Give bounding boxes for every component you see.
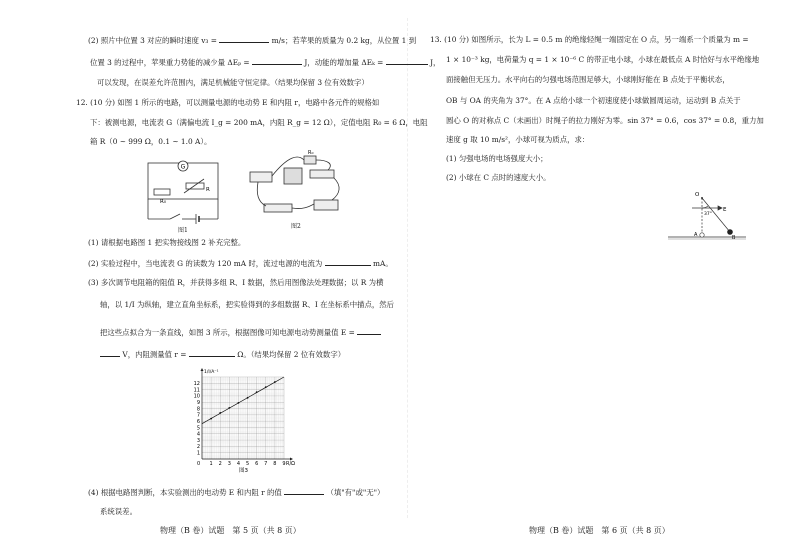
resistor-box-label: R — [206, 187, 210, 193]
q12-sub2-text-b: mA。 — [373, 259, 393, 268]
right-page — [410, 0, 800, 556]
q12-stem-line1: 12. (10 分) 如图 1 所示的电路，可以测量电源的电动势 E 和内阻 r，电路中各元件的规格如 — [76, 98, 380, 107]
label-angle: 37° — [704, 212, 712, 217]
data-point — [210, 418, 212, 420]
answer-blank-emf-e[interactable] — [357, 327, 381, 335]
x-tick-label: 9 — [282, 461, 286, 467]
label-e: E — [723, 207, 727, 213]
x-tick-label: 6 — [255, 461, 259, 467]
fig2-wire-3 — [257, 182, 266, 206]
y-tick-label: 1 — [196, 450, 200, 457]
label-a: A — [694, 232, 698, 238]
answer-blank-internal-r[interactable] — [189, 349, 235, 357]
y-tick-label: 5 — [196, 425, 200, 432]
switch-symbol — [170, 214, 180, 219]
y-tick-label: 2 — [196, 444, 200, 451]
fig3-series — [202, 377, 284, 424]
x-tick-label: 7 — [264, 461, 268, 467]
fig3-axes — [201, 368, 294, 461]
fig2-resistor-box — [310, 170, 334, 178]
y-tick-label: 3 — [196, 437, 200, 444]
q12-sub1: (1) 请根据电路图 1 把实物接线图 2 补充完整。 — [88, 238, 246, 247]
q13-stem-line4: OB 与 OA 的夹角为 37°。在 A 点给小球一个初速度使小球做圆周运动，运动到 B 点关于 — [446, 96, 741, 105]
q13-stem-line1: 13. (10 分) 如图所示，长为 L = 0.5 m 的绝缘轻绳一端固定在 O 点，另一端系一个质量为 m = — [430, 35, 749, 44]
q12-stem-line2: 下：被测电源，电流表 G（满偏电流 I_g = 200 mA，内阻 R_g = 12 Ω），定值电阻 R₀ = 6 Ω，电阻 — [90, 118, 428, 127]
data-point — [247, 397, 249, 399]
x-tick-label: 3 — [227, 461, 231, 467]
data-point — [274, 381, 276, 383]
wiring-diagram-fig2 — [248, 150, 348, 224]
data-point — [265, 386, 267, 388]
q12-sub4-text-b: （填"有"或"无"） — [326, 488, 385, 497]
fig2-r0-label: R₀ — [308, 150, 314, 156]
galvanometer-label: G — [180, 163, 186, 171]
fig3-x-axis-label: R/Ω — [286, 461, 295, 467]
q11-line3: 可以发现，在误差允许范围内，满足机械能守恒定律。（结果均保留 3 位有效数字） — [97, 78, 369, 87]
fig2-galvanometer — [284, 168, 302, 184]
q12-sub3-line2: 轴，以 1/I 为纵轴，建立直角坐标系，把实验得到的多组数据 R、I 在坐标系中描点，然后 — [100, 300, 395, 309]
q12-sub4-text-a: (4) 根据电路图判断，本实验测出的电动势 E 和内阻 r 的值 — [88, 488, 282, 497]
y-tick-label: 12 — [193, 381, 200, 388]
label-o: O — [695, 192, 700, 198]
ball-at-b — [727, 229, 733, 235]
q12-sub3-line1: (3) 多次调节电阻箱的阻值 R，并获得多组 R、I 数据，然后用图像法处理数据；以 R 为横 — [88, 278, 384, 287]
x-tick-label: 5 — [245, 461, 250, 467]
q13-stem-line2: 1 × 10⁻³ kg，电荷量为 q = 1 × 10⁻⁶ C 的带正电小球，小球在最低点 A 时恰好与水平绝缘地 — [446, 55, 760, 64]
answer-blank-emf-e-cont[interactable] — [100, 349, 120, 357]
q12-sub3-line4-text-b: Ω。（结果均保留 2 位有效数字） — [237, 350, 346, 359]
fig2-wire-2 — [316, 160, 330, 170]
answer-blank-delta-ep[interactable] — [252, 57, 302, 65]
resistor-r0 — [154, 189, 170, 195]
data-point — [228, 407, 230, 409]
fig2-rheostat — [314, 200, 338, 210]
fig1-caption: 图1 — [178, 227, 188, 234]
fig2-r0-block — [304, 156, 316, 164]
y-tick-label: 10 — [193, 393, 200, 400]
left-page-footer: 物理（B 卷）试题 第 5 页（共 8 页） — [160, 526, 301, 535]
x-tick-label: 1 — [209, 461, 213, 467]
answer-blank-v3[interactable] — [219, 35, 269, 43]
pivot-o — [701, 197, 703, 199]
fig2-switch — [264, 204, 292, 212]
fig3-caption: 图3 — [239, 468, 248, 474]
field-arrow — [718, 206, 722, 210]
data-point — [256, 391, 258, 393]
fig2-wire-4 — [292, 204, 314, 209]
circuit-diagram-fig1 — [140, 157, 230, 229]
data-point — [238, 402, 240, 404]
q11-line1-text-a: (2) 照片中位置 3 对应的瞬时速度 v₃ = — [88, 36, 217, 45]
q12-sub3-line4 — [100, 349, 345, 360]
q12-sub2 — [88, 258, 393, 269]
q13-stem-line5: 圆心 O 的对称点 C（未画出）时绳子的拉力刚好为零。sin 37° = 0.6，cos 37° = 0.8，重力加 — [446, 116, 764, 125]
q11-line2-text-a: 位置 3 的过程中，苹果重力势能的减少量 ΔEₚ = — [90, 58, 250, 67]
q13-figure — [662, 190, 752, 245]
x-tick-label: 2 — [218, 461, 222, 467]
q11-line1-text-b: m/s；若苹果的质量为 0.2 kg，从位置 1 到 — [271, 36, 417, 45]
data-point — [219, 412, 221, 414]
q12-sub3-line3 — [100, 327, 381, 338]
y-tick-label: 9 — [196, 400, 200, 407]
y-tick-label: 4 — [196, 431, 200, 438]
label-b: B — [732, 235, 736, 241]
y-tick-label: 6 — [196, 418, 200, 425]
fit-line — [202, 377, 284, 424]
q11-line2-text-c: J， — [430, 58, 441, 67]
fig3-y-axis-label: 1/I/A⁻¹ — [204, 370, 219, 375]
fig3-origin-label: 0 — [197, 461, 201, 467]
right-page-footer: 物理（B 卷）试题 第 6 页（共 8 页） — [529, 526, 670, 535]
resistor-box-r — [186, 183, 204, 189]
y-tick-label: 7 — [196, 412, 200, 419]
q12-sub3-line4-text-a: V，内阻测量值 r = — [122, 350, 187, 359]
fig2-caption: 图2 — [291, 223, 301, 230]
q12-sub4-line1 — [88, 487, 384, 498]
ball-at-a — [700, 233, 704, 237]
fig3-chart — [188, 367, 296, 475]
fig2-wire-5 — [332, 178, 339, 200]
q13-sub1: (1) 匀强电场的电场强度大小； — [446, 154, 548, 163]
q11-line1 — [88, 35, 416, 46]
fig3-grid — [202, 377, 284, 459]
q13-stem-line3: 面接触但无压力。水平向右的匀强电场范围足够大，小球刚好能在 B 点处于平衡状态， — [446, 75, 730, 84]
q13-stem-line6: 速度 g 取 10 m/s²，小球可视为质点，求： — [446, 135, 590, 144]
q12-stem-line3: 箱 R（0 ~ 999 Ω，0.1 ~ 1.0 A）。 — [90, 137, 212, 146]
q11-line2 — [90, 57, 440, 68]
q12-sub4-line2: 系统误差。 — [100, 507, 137, 516]
x-tick-label: 8 — [273, 461, 277, 467]
q13-sub2: (2) 小球在 C 点时的速度大小。 — [446, 173, 551, 182]
q12-sub2-text-a: (2) 实验过程中，当电流表 G 的读数为 120 mA 时，流过电源的电流为 — [88, 259, 323, 268]
q11-line2-text-b: J，动能的增加量 ΔEₖ = — [304, 58, 384, 67]
answer-blank-current[interactable] — [325, 258, 371, 266]
answer-blank-error[interactable] — [284, 487, 324, 495]
resistor-r0-label: R₀ — [160, 199, 167, 205]
y-tick-label: 8 — [196, 406, 200, 413]
y-tick-label: 11 — [193, 387, 200, 394]
x-tick-label: 4 — [236, 461, 241, 467]
q12-sub3-line3-text: 把这些点拟合为一条直线，如图 3 所示，根据图像可知电源电动势测量值 E = — [100, 328, 355, 337]
fig2-battery-box — [250, 172, 272, 182]
